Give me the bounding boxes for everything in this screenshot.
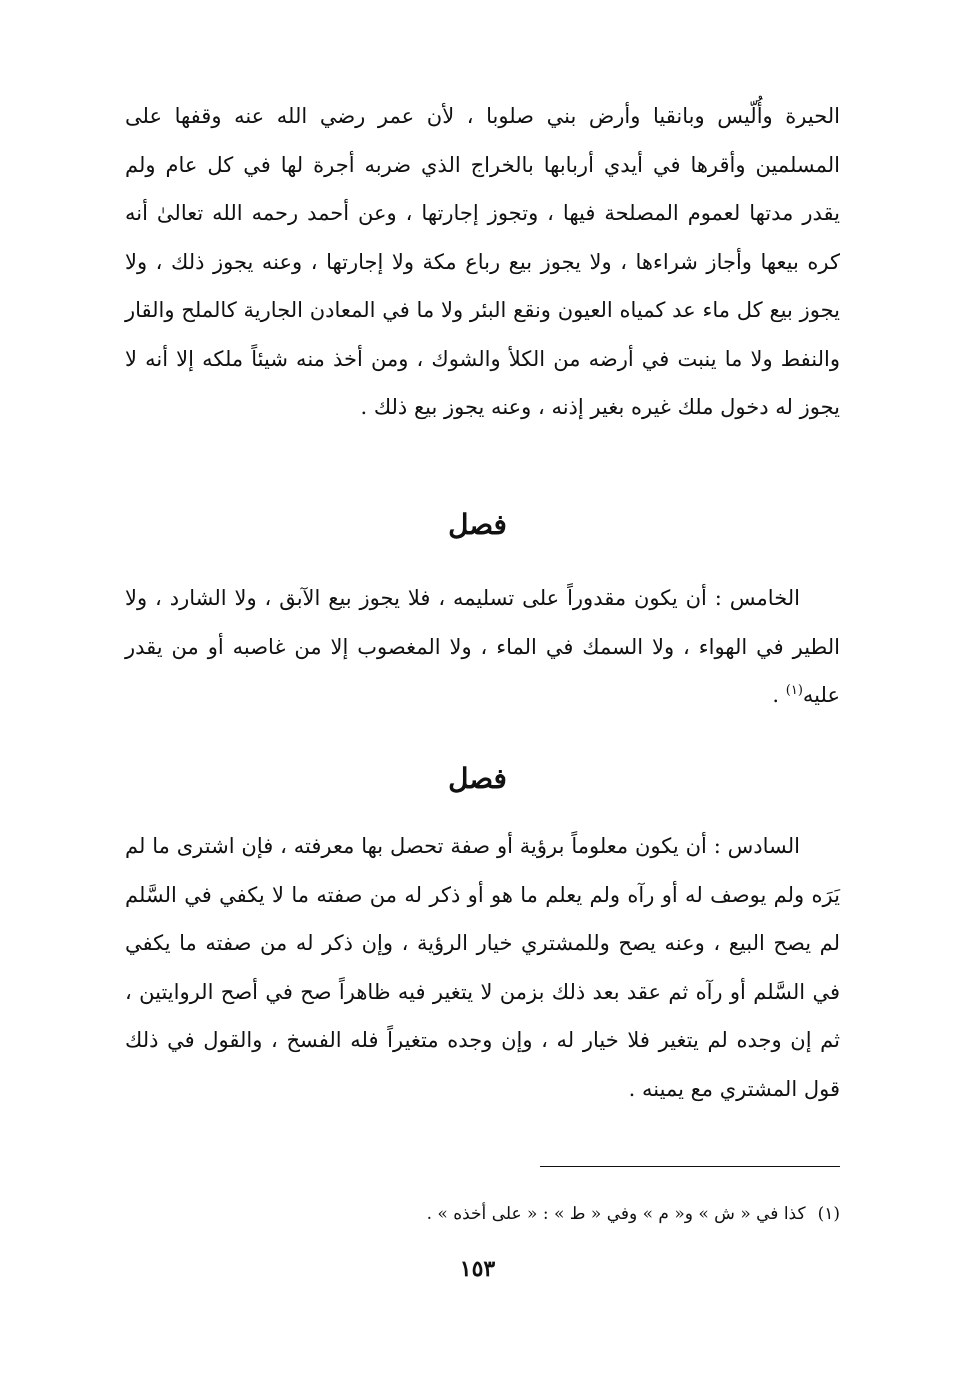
- paragraph-text: الحيرة وأُلّيس وبانقيا وأرض بني صلوبا ، لأن عمر رضي الله عنه وقفها على المسلمين وأقرها في أيدي أربابها بالخراج الذي ضربه أجرة لها في كل عام ولم يقدر مدتها لعموم المصلحة فيها ، وتجوز إجارتها ، وعن أحمد رحمه الله تعالىٰ أنه كره بيعها وأجاز شراءها ، ولا يجوز بيع رباع مكة ولا إجارتها ، وعنه يجوز ذلك ، ولا يجوز بيع كل ماء عد كمياه العيون ونقع البئر ولا ما في المعادن الجارية كالملح والقار والنفط ولا ما ينبت في أرضه من الكلأ والشوك ، ومن أخذ منه شيئاً ملكه إلا أنه لا يجوز له دخول ملك غيره بغير إذنه ، وعنه يجوز بيع ذلك .: [125, 104, 841, 419]
- body-paragraph-1: [125, 92, 840, 432]
- body-paragraph-2: [125, 574, 840, 720]
- body-paragraph-3: [125, 822, 840, 1113]
- footnote-text: كذا في « ش » و« م » وفي « ط » : « على أخذه » .: [426, 1204, 806, 1224]
- paragraph-text: [125, 574, 840, 720]
- footnote-number: (١): [817, 1204, 840, 1224]
- page-number: ١٥٣: [459, 1256, 496, 1282]
- paragraph-text-end: .: [772, 683, 786, 707]
- footnote-divider: [540, 1166, 840, 1167]
- paragraph-text-main: الخامس : أن يكون مقدوراً على تسليمه ، فلا يجوز بيع الآبق ، ولا الشارد ، ولا الطير في الهواء ، ولا السمك في الماء ، ولا المغصوب إلا من غاصبه أو من يقدر عليه: [125, 586, 840, 707]
- section-heading-2: فصل: [448, 762, 507, 795]
- footnote-reference[interactable]: (١): [785, 683, 803, 698]
- footnote: [125, 1200, 840, 1228]
- paragraph-text: السادس : أن يكون معلوماً برؤية أو صفة تحصل بها معرفته ، فإن اشترى ما لم يَرَه ولم يوصف له أو رآه ولم يعلم ما هو أو ذكر له من صفته ما لا يكفي في السَّلم لم يصح البيع ، وعنه يصح وللمشتري خيار الرؤية ، وإن ذكر له من صفته ما يكفي في السَّلم أو رآه ثم عقد بعد ذلك بزمن لا يتغير فيه ظاهراً صح في أصح الروايتين ، ثم إن وجده لم يتغير فلا خيار له ، وإن وجده متغيراً فله الفسخ ، والقول في ذلك قول المشتري مع يمينه .: [125, 834, 840, 1101]
- section-heading-1: فصل: [448, 508, 507, 541]
